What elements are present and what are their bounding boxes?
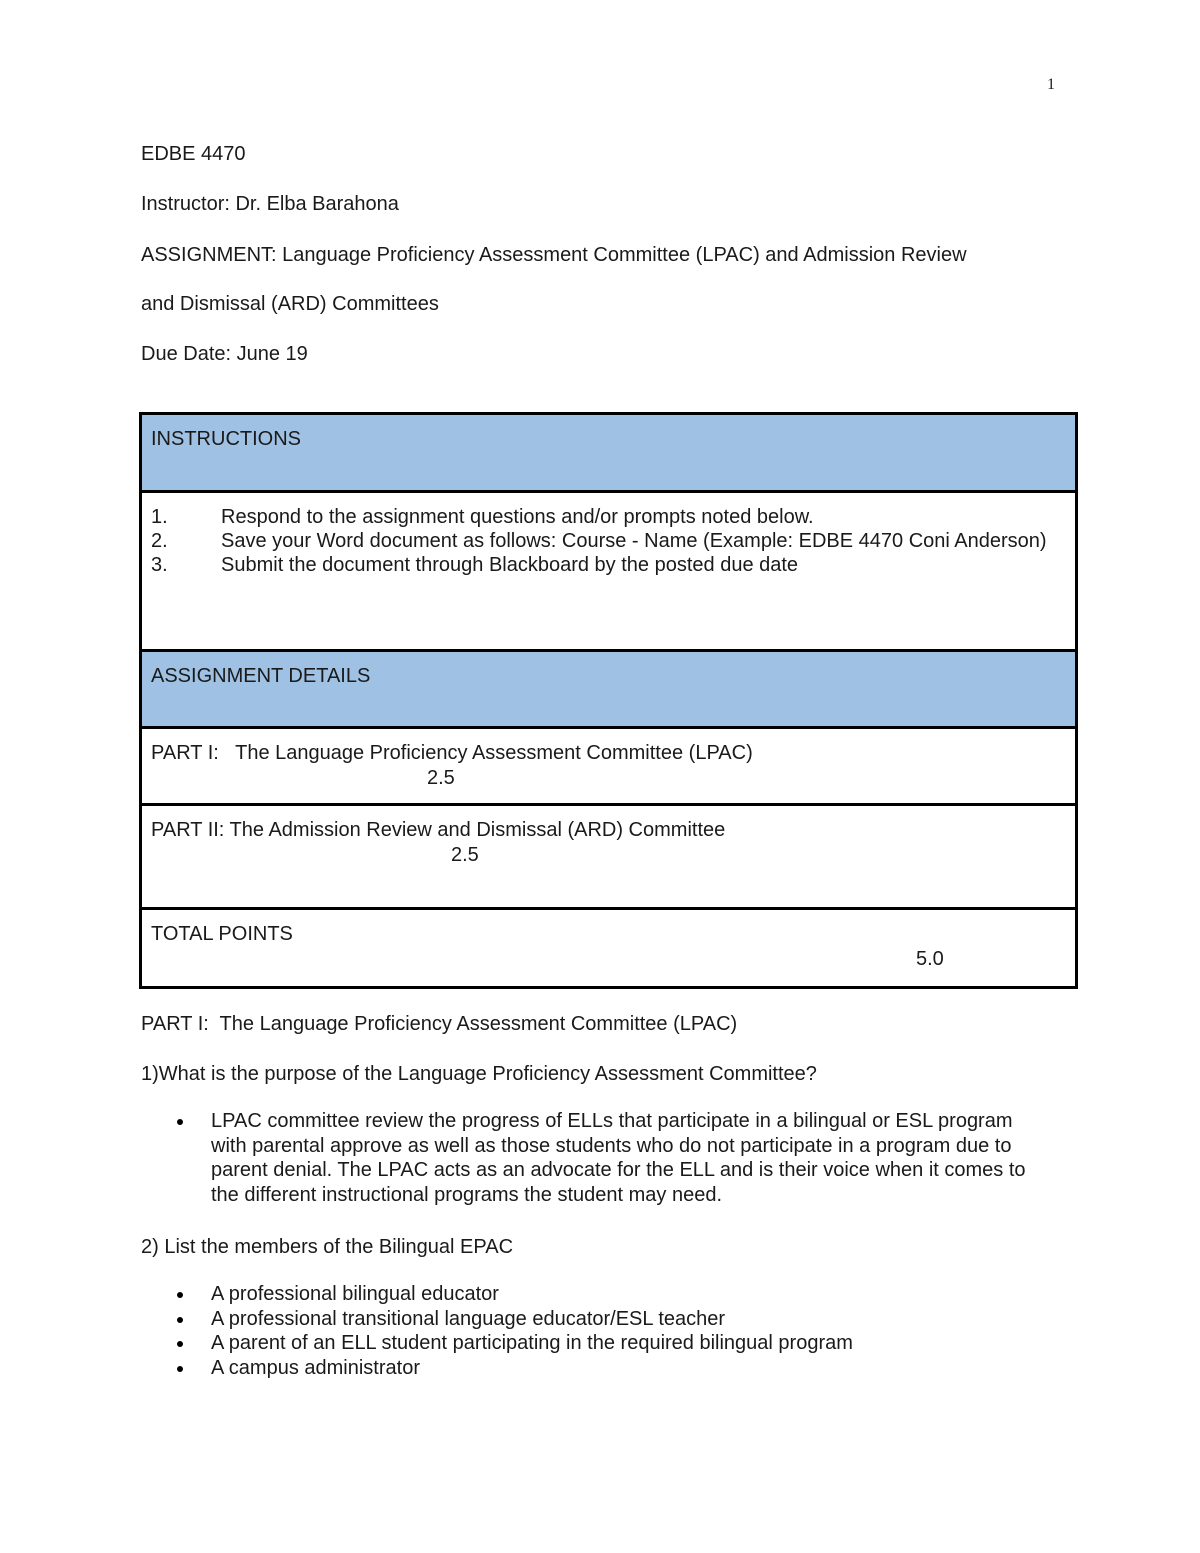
assignment-title-line-2: and Dismissal (ARD) Committees bbox=[141, 293, 439, 315]
instructions-body-row bbox=[142, 493, 1075, 652]
list-item: A parent of an ELL student participating in the required bilingual program bbox=[141, 1331, 1041, 1356]
instruction-number: 2. bbox=[151, 530, 168, 552]
instruction-item bbox=[151, 505, 1066, 529]
question-1: 1)What is the purpose of the Language Proficiency Assessment Committee? bbox=[141, 1063, 817, 1085]
instructions-header-row bbox=[142, 415, 1075, 493]
part2-points: 2.5 bbox=[451, 844, 479, 866]
instructions-heading: INSTRUCTIONS bbox=[151, 428, 301, 450]
total-row bbox=[142, 910, 1075, 986]
instruction-number: 3. bbox=[151, 554, 168, 576]
part2-row bbox=[142, 806, 1075, 910]
list-item: A professional transitional language educator/ESL teacher bbox=[141, 1307, 1041, 1332]
part1-points: 2.5 bbox=[427, 767, 455, 789]
course-code: EDBE 4470 bbox=[141, 143, 246, 165]
part1-label: PART I: The Language Proficiency Assessment Committee (LPAC) bbox=[151, 742, 753, 764]
instruction-text: Respond to the assignment questions and/or prompts noted below. bbox=[221, 506, 814, 528]
details-heading: ASSIGNMENT DETAILS bbox=[151, 665, 371, 687]
question-2: 2) List the members of the Bilingual EPAC bbox=[141, 1236, 514, 1258]
page-number: 1 bbox=[1047, 76, 1055, 93]
details-header-row bbox=[142, 652, 1075, 729]
part1-row bbox=[142, 729, 1075, 806]
total-label: TOTAL POINTS bbox=[151, 923, 293, 945]
members-list bbox=[141, 1282, 1041, 1380]
part2-label: PART II: The Admission Review and Dismissal (ARD) Committee bbox=[151, 819, 726, 841]
list-item: LPAC committee review the progress of ELLs that participate in a bilingual or ESL program with parental approve as well as those students who do not participate in a program due to parent denial. The LPAC acts as an advocate for the ELL and is their voice when it comes to the different instructional programs the student may need. bbox=[141, 1109, 1041, 1207]
answer-list bbox=[141, 1109, 1041, 1207]
instruction-number: 1. bbox=[151, 506, 168, 528]
instruction-item bbox=[151, 529, 1066, 553]
total-points: 5.0 bbox=[916, 948, 944, 970]
assignment-table bbox=[139, 412, 1078, 989]
instruction-item bbox=[151, 553, 1066, 577]
instructor-line: Instructor: Dr. Elba Barahona bbox=[141, 193, 399, 215]
instruction-text: Submit the document through Blackboard by the posted due date bbox=[221, 554, 799, 576]
list-item: A campus administrator bbox=[141, 1356, 1041, 1381]
list-item: A professional bilingual educator bbox=[141, 1282, 1041, 1307]
instruction-text: Save your Word document as follows: Course - Name (Example: EDBE 4470 Coni Anderson) bbox=[221, 530, 1047, 552]
part1-heading: PART I: The Language Proficiency Assessment Committee (LPAC) bbox=[141, 1013, 738, 1035]
due-date: Due Date: June 19 bbox=[141, 343, 308, 365]
assignment-title-line-1: ASSIGNMENT: Language Proficiency Assessment Committee (LPAC) and Admission Review bbox=[141, 244, 967, 266]
